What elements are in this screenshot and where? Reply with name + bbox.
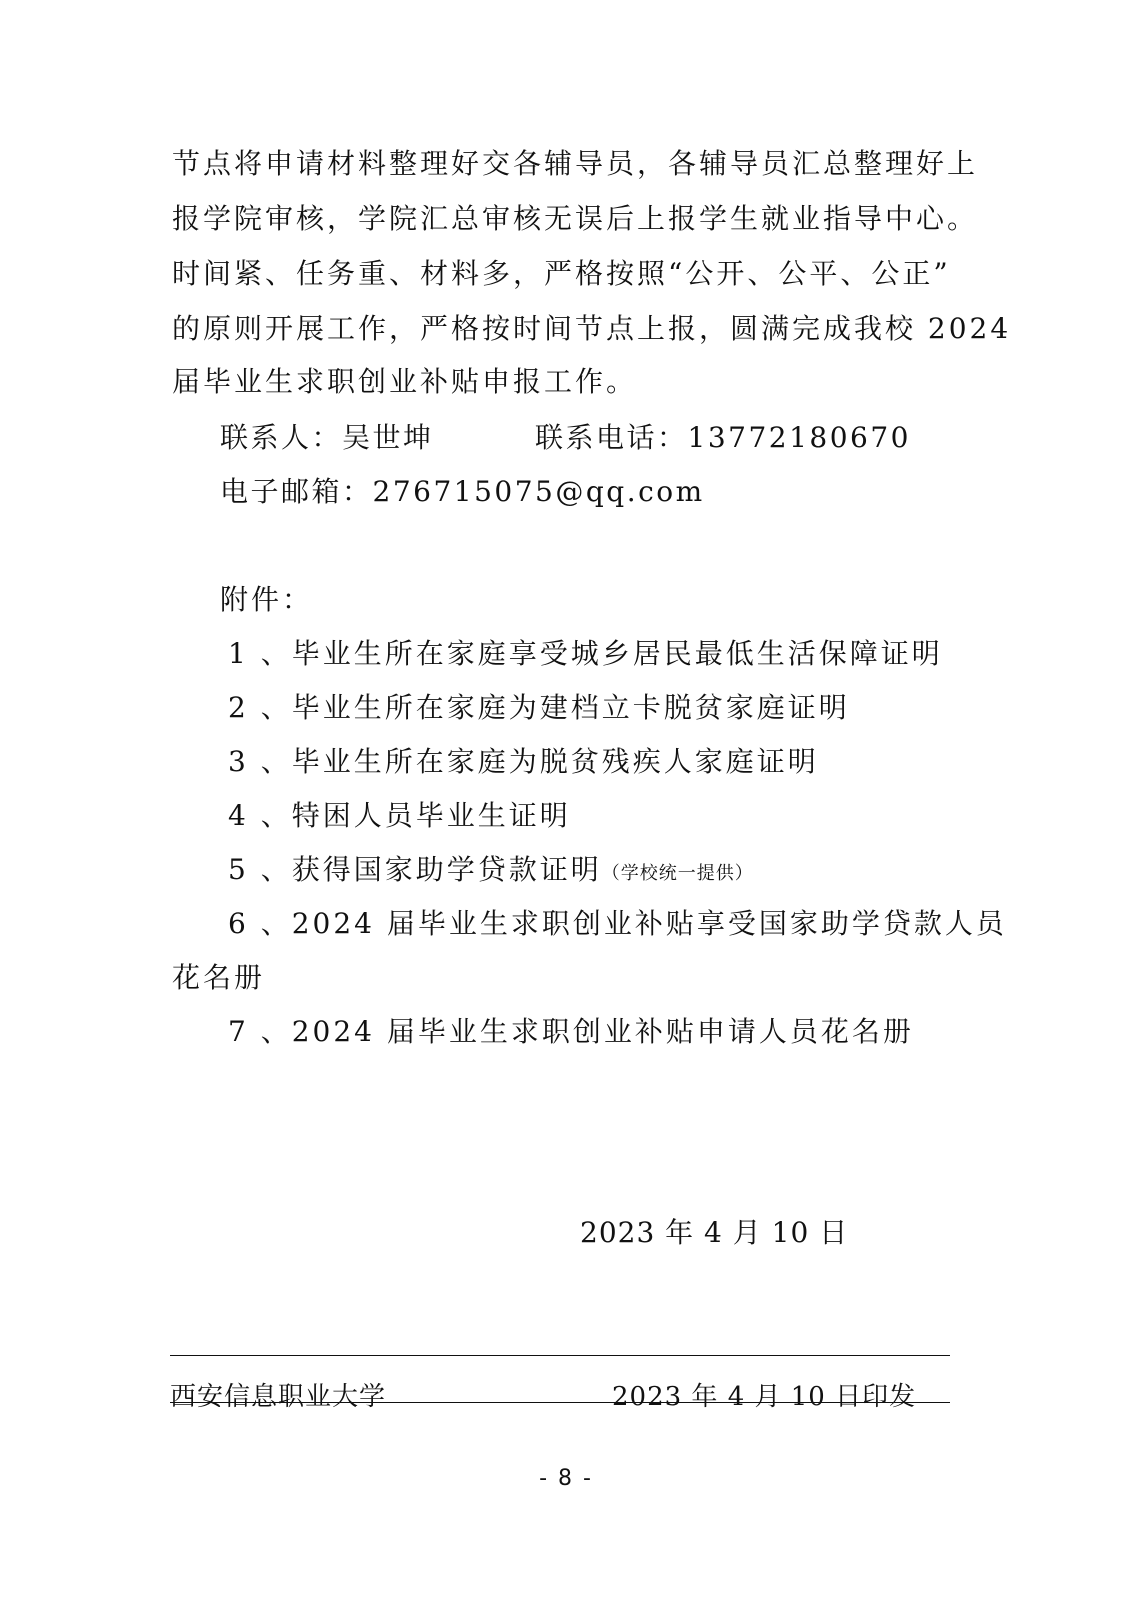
attachment-item-5-note: （学校统一提供）	[601, 863, 754, 884]
contact-email	[220, 474, 705, 510]
contact-email-address: 276715075@qq.com	[372, 475, 705, 508]
document-date: 2023 年 4 月 10 日	[580, 1216, 849, 1249]
attachment-item-4: 4 、特困人员毕业生证明	[228, 799, 571, 832]
attachments-heading: 附件：	[220, 583, 314, 616]
attachment-item-5	[228, 852, 754, 892]
contact-person-name: 吴世坤	[342, 421, 434, 454]
body-line-3: 时间紧、任务重、材料多，严格按照“公开、公平、公正”	[172, 257, 951, 290]
footer-org: 西安信息职业大学	[170, 1382, 387, 1412]
contact-phone-number: 13772180670	[687, 421, 911, 454]
attachment-item-3: 3 、毕业生所在家庭为脱贫残疾人家庭证明	[228, 745, 819, 778]
body-line-1: 节点将申请材料整理好交各辅导员，各辅导员汇总整理好上	[172, 147, 979, 180]
body-line-4: 的原则开展工作，严格按时间节点上报，圆满完成我校 2024	[172, 312, 1012, 345]
attachment-item-7: 7 、2024 届毕业生求职创业补贴申请人员花名册	[228, 1015, 914, 1048]
footer-issued: 2023 年 4 月 10 日印发	[612, 1382, 917, 1412]
attachment-item-1: 1 、毕业生所在家庭享受城乡居民最低生活保障证明	[228, 637, 943, 670]
footer-bottom-rule	[170, 1402, 950, 1403]
attachment-item-6: 6 、2024 届毕业生求职创业补贴享受国家助学贷款人员	[228, 907, 1007, 940]
body-line-2: 报学院审核，学院汇总审核无误后上报学生就业指导中心。	[172, 202, 979, 235]
contact-phone-label: 联系电话：	[535, 421, 688, 454]
footer-top-rule	[170, 1355, 950, 1356]
contact-person	[220, 420, 434, 456]
contact-email-label: 电子邮箱：	[220, 475, 373, 508]
attachment-item-5-text: 5 、获得国家助学贷款证明	[228, 853, 602, 886]
contact-person-label: 联系人：	[220, 421, 343, 454]
page-number: - 8 -	[539, 1466, 593, 1491]
body-line-5: 届毕业生求职创业补贴申报工作。	[172, 365, 638, 398]
contact-phone	[535, 420, 911, 456]
attachment-item-2: 2 、毕业生所在家庭为建档立卡脱贫家庭证明	[228, 691, 850, 724]
attachment-item-6-continued: 花名册	[172, 961, 266, 994]
